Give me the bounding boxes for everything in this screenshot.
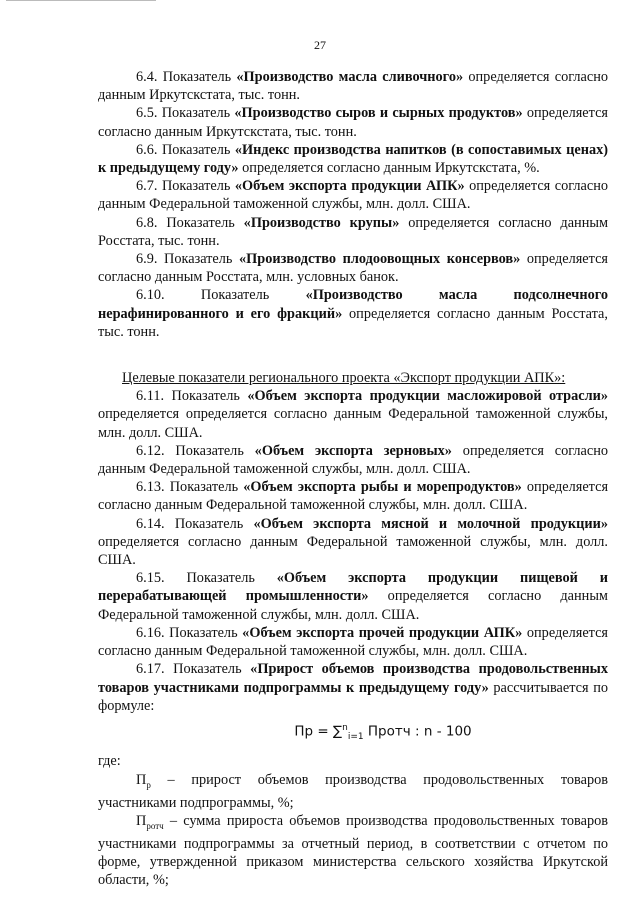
indicator-number: 6.14. bbox=[136, 515, 175, 532]
indicator-name: «Объем экспорта прочей продукции АПК» bbox=[242, 624, 523, 641]
indicator-list-a bbox=[98, 68, 608, 341]
indicator-label: Показатель bbox=[173, 661, 251, 678]
indicator-label: Показатель bbox=[161, 178, 235, 195]
indicator-name: «Производство масла сливочного» bbox=[236, 69, 464, 85]
indicator-number: 6.5. bbox=[136, 105, 162, 122]
indicator-paragraph bbox=[98, 214, 608, 250]
indicator-paragraph bbox=[98, 104, 608, 140]
indicator-name: «Производство сыров и сырных продуктов» bbox=[234, 105, 523, 122]
indicator-number: 6.6. bbox=[136, 141, 162, 158]
formula-sub: i=1 bbox=[347, 732, 364, 743]
definition-symbol: П bbox=[136, 771, 147, 788]
indicator-description: определяется согласно данным Росстата, тыс. тонн. bbox=[98, 214, 608, 249]
indicator-number: 6.13. bbox=[136, 479, 170, 496]
indicator-number: 6.4. bbox=[136, 69, 163, 85]
indicator-name: «Производство крупы» bbox=[243, 214, 400, 231]
indicator-list-b bbox=[98, 387, 608, 715]
indicator-number: 6.9. bbox=[136, 251, 165, 268]
definition-symbol-sub: ротч bbox=[146, 820, 164, 831]
indicator-description: определяется согласно данным Иркутскстата, тыс. тонн. bbox=[98, 105, 608, 140]
indicator-name: «Объем экспорта рыбы и морепродуктов» bbox=[243, 479, 522, 496]
indicator-paragraph bbox=[98, 569, 608, 624]
indicator-paragraph bbox=[98, 177, 608, 213]
indicator-name: «Объем экспорта зерновых» bbox=[254, 442, 452, 459]
indicator-label: Показатель bbox=[164, 251, 239, 268]
formula-term: Протч : n - 100 bbox=[363, 723, 472, 740]
indicator-paragraph bbox=[98, 68, 608, 104]
indicator-label: Показатель bbox=[171, 388, 248, 405]
indicator-label: Показатель bbox=[174, 515, 254, 532]
indicator-description: определяется согласно данным Иркутскстата, %. bbox=[238, 160, 540, 177]
indicator-label: Показатель bbox=[166, 214, 244, 231]
scan-artifact bbox=[6, 0, 156, 5]
indicator-description: определяется согласно данным Росстата, млн. условных банок. bbox=[98, 251, 608, 286]
indicator-name: «Объем экспорта продукции пищевой и перерабатывающей промышленности» bbox=[98, 570, 609, 605]
indicator-name: «Производство масла подсолнечного нерафинированного и его фракций» bbox=[98, 287, 609, 322]
indicator-description: определяется согласно данным Федеральной таможенной службы, млн. долл. США. bbox=[98, 588, 608, 623]
indicator-label: Показатель bbox=[161, 105, 235, 122]
definition-paragraph bbox=[98, 771, 608, 812]
indicator-label: Показатель bbox=[200, 287, 306, 304]
indicator-name: «Производство плодоовощных консервов» bbox=[239, 251, 521, 268]
indicator-label: Показатель bbox=[161, 141, 235, 158]
indicator-description: определяется определяется согласно данным Федеральной таможенной службы, млн. долл. США. bbox=[98, 406, 608, 441]
indicator-paragraph bbox=[98, 250, 608, 286]
indicator-label: Показатель bbox=[169, 479, 244, 496]
indicator-description: определяется согласно данным Федеральной таможенной службы, млн. долл. США. bbox=[98, 178, 609, 213]
indicator-name: «Объем экспорта продукции масложировой отрасли» bbox=[247, 388, 609, 405]
indicator-name: «Объем экспорта мясной и молочной продукции» bbox=[253, 515, 608, 532]
where-label: где: bbox=[98, 753, 121, 770]
definition-text: – сумма прироста объемов производства продовольственных товаров участниками подпрограммы за отчетный период, в соответствии с отчетом по форме, утвержденной приказом министерства сельского хозяйства Иркутской области, %; bbox=[98, 812, 608, 889]
indicator-paragraph bbox=[98, 624, 608, 660]
formula-eq: = bbox=[313, 723, 333, 740]
document-body bbox=[98, 68, 608, 889]
definition-paragraph bbox=[98, 812, 608, 890]
indicator-description: рассчитывается по формуле: bbox=[98, 679, 609, 714]
indicator-number: 6.15. bbox=[136, 570, 187, 587]
definition-symbol-sub: р bbox=[146, 779, 151, 790]
indicator-number: 6.10. bbox=[136, 287, 201, 304]
indicator-description: определяется согласно данным Росстата, тыс. тонн. bbox=[98, 305, 608, 340]
page-number: 27 bbox=[314, 38, 326, 52]
indicator-label: Показатель bbox=[162, 69, 237, 85]
indicator-name: «Объем экспорта продукции АПК» bbox=[234, 178, 465, 195]
indicator-number: 6.11. bbox=[136, 388, 172, 405]
indicator-paragraph bbox=[98, 387, 608, 442]
indicator-number: 6.17. bbox=[136, 661, 174, 678]
indicator-paragraph bbox=[98, 660, 608, 715]
indicator-paragraph bbox=[98, 141, 608, 177]
indicator-description: определяется согласно данным Федеральной таможенной службы, млн. долл. США. bbox=[98, 442, 609, 478]
indicator-number: 6.16. bbox=[136, 624, 170, 641]
indicator-description: определяется согласно данным Иркутскстата, тыс. тонн. bbox=[98, 69, 608, 104]
indicator-paragraph bbox=[98, 286, 608, 341]
formula bbox=[158, 719, 608, 746]
indicator-number: 6.7. bbox=[136, 178, 162, 195]
definitions bbox=[98, 771, 608, 890]
formula-sum: ∑ bbox=[333, 723, 343, 740]
indicator-number: 6.12. bbox=[136, 442, 176, 459]
indicator-description: определяется согласно данным Федеральной таможенной службы, млн. долл. США. bbox=[98, 479, 609, 514]
indicator-name: «Прирост объемов производства продовольственных товаров участниками подпрограммы к предыдущему году» bbox=[98, 661, 608, 696]
indicator-paragraph bbox=[98, 442, 608, 478]
section-heading: Целевые показатели регионального проекта «Экспорт продукции АПК»: bbox=[122, 370, 566, 387]
indicator-description: определяется согласно данным Федеральной таможенной службы, млн. долл. США. bbox=[98, 533, 608, 569]
indicator-label: Показатель bbox=[175, 442, 255, 459]
definition-symbol: П bbox=[136, 812, 147, 829]
indicator-paragraph bbox=[98, 515, 608, 570]
indicator-name: «Индекс производства напитков (в сопоставимых ценах) к предыдущему году» bbox=[98, 141, 609, 177]
indicator-label: Показатель bbox=[186, 570, 277, 587]
indicator-paragraph bbox=[98, 478, 608, 514]
indicator-description: определяется согласно данным Федеральной таможенной службы, млн. долл. США. bbox=[98, 624, 609, 660]
definition-text: – прирост объемов производства продовольственных товаров участниками подпрограммы, %; bbox=[98, 771, 608, 811]
formula-sup: n bbox=[342, 722, 348, 733]
formula-lhs: Пр bbox=[294, 723, 314, 740]
indicator-number: 6.8. bbox=[136, 214, 167, 231]
indicator-label: Показатель bbox=[169, 624, 243, 641]
